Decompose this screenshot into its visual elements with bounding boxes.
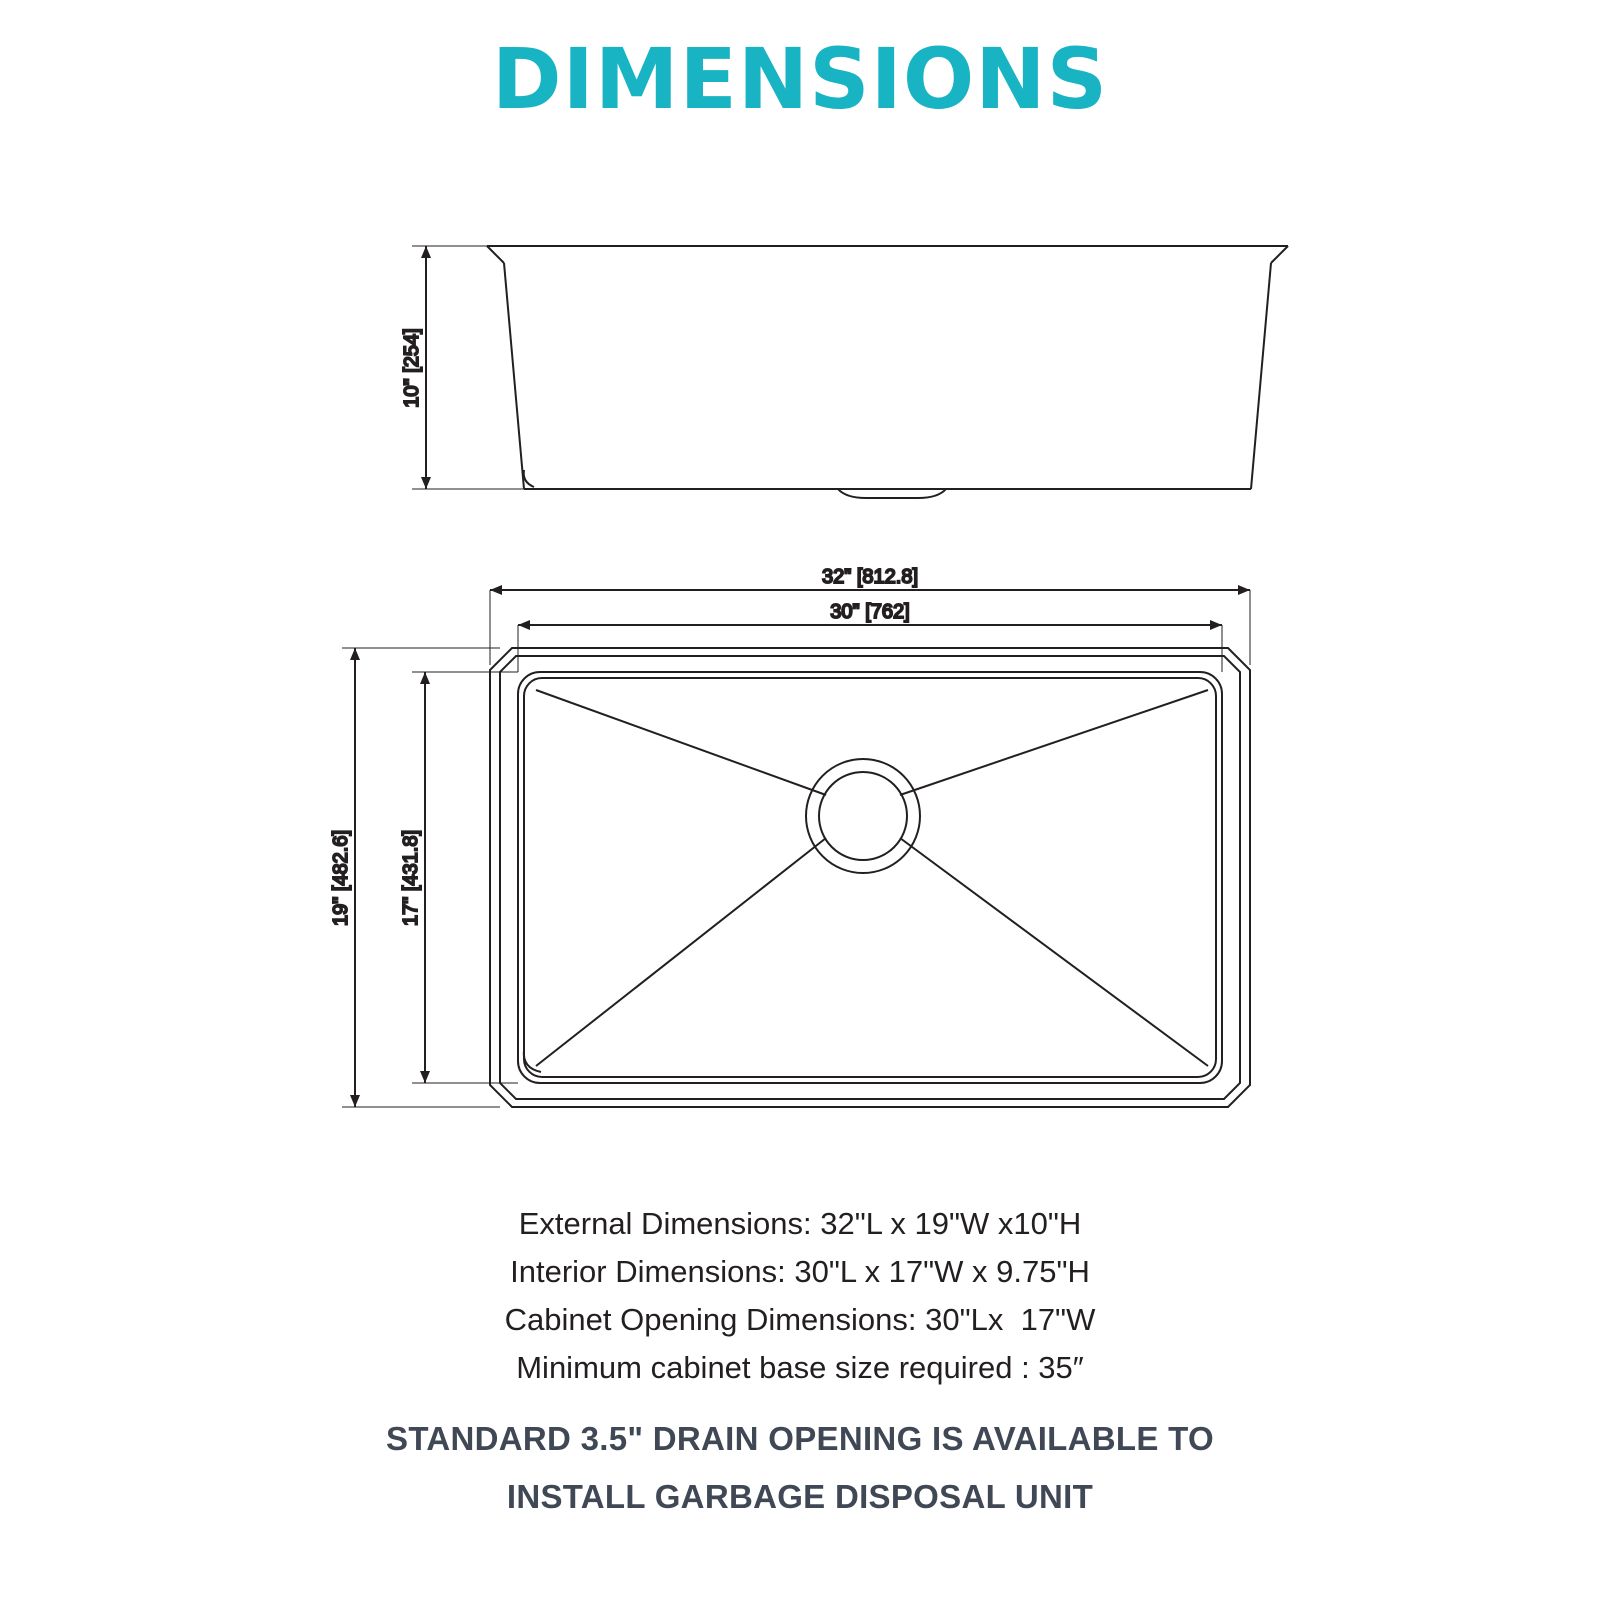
sink-front-elevation <box>487 246 1288 498</box>
sink-plan-view <box>490 648 1250 1107</box>
footer-line-1: STANDARD 3.5" DRAIN OPENING IS AVAILABLE TO <box>386 1420 1214 1457</box>
footer-note <box>0 1410 1600 1526</box>
dim-outer-depth-label: 19" [482.6] <box>330 829 352 927</box>
spec-external-dimensions: External Dimensions: 32"L x 19"W x10"H <box>518 1206 1082 1241</box>
dim-side-height-label: 10" [254] <box>401 328 423 408</box>
spec-minimum-cabinet-base: Minimum cabinet base size required : 35″ <box>516 1350 1084 1385</box>
footer-line-2: INSTALL GARBAGE DISPOSAL UNIT <box>506 1478 1094 1515</box>
dim-inner-depth-label: 17" [431.8] <box>400 829 422 927</box>
spec-interior-dimensions: Interior Dimensions: 30"L x 17"W x 9.75"H <box>510 1254 1090 1289</box>
page-title: DIMENSIONS <box>491 30 1109 128</box>
specifications-list <box>0 1200 1600 1392</box>
spec-cabinet-opening-dimensions: Cabinet Opening Dimensions: 30"Lx 17"W <box>504 1302 1096 1337</box>
dimension-top-inner-width <box>518 601 1222 672</box>
dim-inner-width-label: 30" [762] <box>830 601 910 623</box>
dim-outer-width-label: 32" [812.8] <box>821 566 919 588</box>
